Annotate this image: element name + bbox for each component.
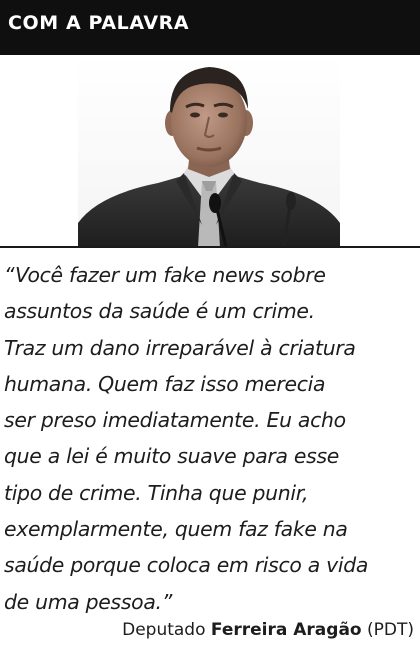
quote-line: tipo de crime. Tinha que punir, [4,480,309,505]
portrait-illustration [78,55,340,247]
quote-line: exemplarmente, quem faz fake na [4,517,348,542]
quote-line: “Você fazer um fake news sobre [4,263,326,287]
quote-line: Traz um dano irreparável à criatura [4,335,356,360]
section-title: COM A PALAVRA [8,12,190,34]
quote-line: assuntos da saúde é um crime. [4,299,315,324]
quote-line: humana. Quem faz isso merecia [4,371,326,396]
speaker-name: Ferreira Aragão [210,620,362,640]
quote-line: que a lei é muito suave para esse [4,444,340,469]
attribution [122,620,414,640]
quote-line: saúde porque coloca em risco a vida [4,553,369,578]
quote-line: de uma pessoa.” [4,589,172,614]
quote-text [4,257,416,620]
quote-line: ser preso imediatamente. Eu acho [4,408,346,433]
divider-line [0,246,420,248]
speaker-party: (PDT) [367,620,414,640]
speaker-photo [78,55,340,247]
section-header [0,0,420,55]
attribution-title: Deputado [122,620,206,640]
